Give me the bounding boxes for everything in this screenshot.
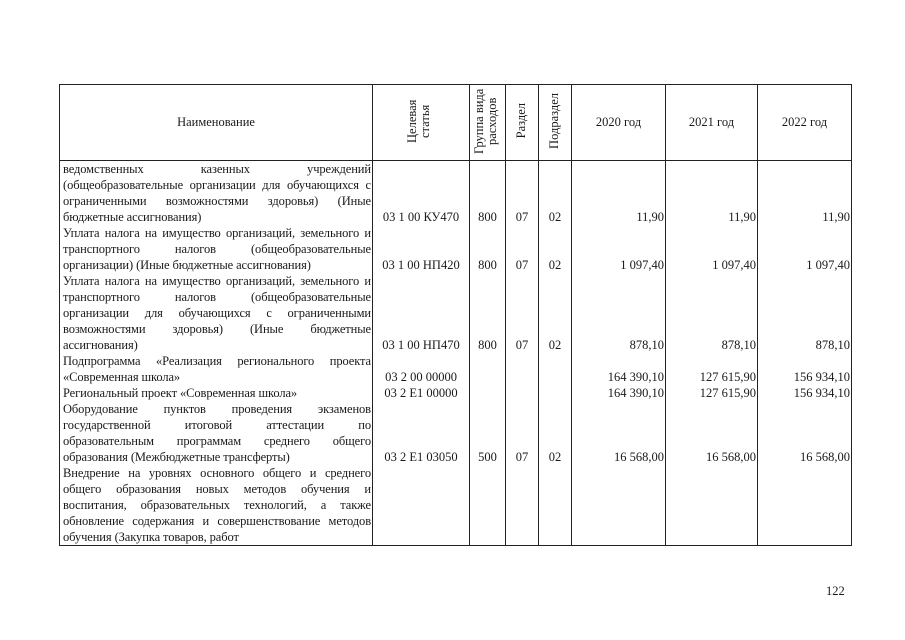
row-group: 800 <box>470 225 506 273</box>
row-section: 07 <box>506 225 539 273</box>
row-2022 <box>758 465 852 546</box>
row-subsection: 02 <box>539 225 572 273</box>
table-row <box>60 273 852 353</box>
header-2022: 2022 год <box>758 85 852 161</box>
row-subsection <box>539 465 572 546</box>
table-row <box>60 385 852 401</box>
row-name: Уплата налога на имущество организаций, земельного и транспортного налогов (общеобразовательные организации для обучающихся с ограниченными возможностями здоровья) (Иные бюджетные ассигнования) <box>60 273 373 353</box>
row-2022: 878,10 <box>758 273 852 353</box>
table-row <box>60 353 852 385</box>
row-code: 03 2 E1 00000 <box>373 385 470 401</box>
row-subsection <box>539 353 572 385</box>
row-subsection: 02 <box>539 401 572 465</box>
row-2021: 16 568,00 <box>666 401 758 465</box>
row-2020: 1 097,40 <box>572 225 666 273</box>
row-2021: 127 615,90 <box>666 353 758 385</box>
row-2020: 164 390,10 <box>572 353 666 385</box>
row-subsection: 02 <box>539 161 572 226</box>
table-row <box>60 401 852 465</box>
row-name: Подпрограмма «Реализация регионального проекта «Современная школа» <box>60 353 373 385</box>
row-group: 800 <box>470 161 506 226</box>
row-2020: 164 390,10 <box>572 385 666 401</box>
header-expense-group: Группа вида расходов <box>470 85 506 161</box>
row-group <box>470 385 506 401</box>
table-row <box>60 465 852 546</box>
row-group <box>470 353 506 385</box>
budget-table <box>59 84 852 546</box>
row-code: 03 1 00 КУ470 <box>373 161 470 226</box>
row-code <box>373 465 470 546</box>
row-subsection: 02 <box>539 273 572 353</box>
row-2022: 156 934,10 <box>758 353 852 385</box>
row-name: Региональный проект «Современная школа» <box>60 385 373 401</box>
page-number: 122 <box>826 584 845 598</box>
table-row <box>60 225 852 273</box>
header-section: Раздел <box>506 85 539 161</box>
row-section: 07 <box>506 273 539 353</box>
row-2022: 156 934,10 <box>758 385 852 401</box>
header-target-article: Целевая статья <box>373 85 470 161</box>
row-2021 <box>666 465 758 546</box>
table-header-row <box>60 85 852 161</box>
row-group: 500 <box>470 401 506 465</box>
row-2021: 11,90 <box>666 161 758 226</box>
row-name: Уплата налога на имущество организаций, земельного и транспортного налогов (общеобразовательные организации) (Иные бюджетные ассигнования) <box>60 225 373 273</box>
row-2022: 1 097,40 <box>758 225 852 273</box>
row-group: 800 <box>470 273 506 353</box>
row-section: 07 <box>506 161 539 226</box>
row-2020 <box>572 465 666 546</box>
row-2020: 16 568,00 <box>572 401 666 465</box>
row-subsection <box>539 385 572 401</box>
row-2021: 1 097,40 <box>666 225 758 273</box>
row-name: ведомственных казенных учреждений (общеобразовательные организации для обучающихся с ограниченными возможностями здоровья) (Иные бюджетные ассигнования) <box>60 161 373 226</box>
header-2020: 2020 год <box>572 85 666 161</box>
row-2021: 127 615,90 <box>666 385 758 401</box>
row-2020: 11,90 <box>572 161 666 226</box>
row-name: Внедрение на уровнях основного общего и среднего общего образования новых методов обучения и воспитания, образовательных технологий, а также обновление содержания и совершенствование методов обучения (Закупка товаров, работ <box>60 465 373 546</box>
row-group <box>470 465 506 546</box>
row-section <box>506 385 539 401</box>
row-code: 03 2 E1 03050 <box>373 401 470 465</box>
row-code: 03 2 00 00000 <box>373 353 470 385</box>
row-code: 03 1 00 НП470 <box>373 273 470 353</box>
row-code: 03 1 00 НП420 <box>373 225 470 273</box>
row-section <box>506 465 539 546</box>
table-row <box>60 161 852 226</box>
row-2021: 878,10 <box>666 273 758 353</box>
row-2022: 16 568,00 <box>758 401 852 465</box>
header-name: Наименование <box>60 85 373 161</box>
row-section: 07 <box>506 401 539 465</box>
header-subsection: Подраздел <box>539 85 572 161</box>
row-name: Оборудование пунктов проведения экзаменов государственной итоговой аттестации по образовательным программам среднего общего образования (Межбюджетные трансферты) <box>60 401 373 465</box>
header-2021: 2021 год <box>666 85 758 161</box>
row-section <box>506 353 539 385</box>
row-2020: 878,10 <box>572 273 666 353</box>
row-2022: 11,90 <box>758 161 852 226</box>
